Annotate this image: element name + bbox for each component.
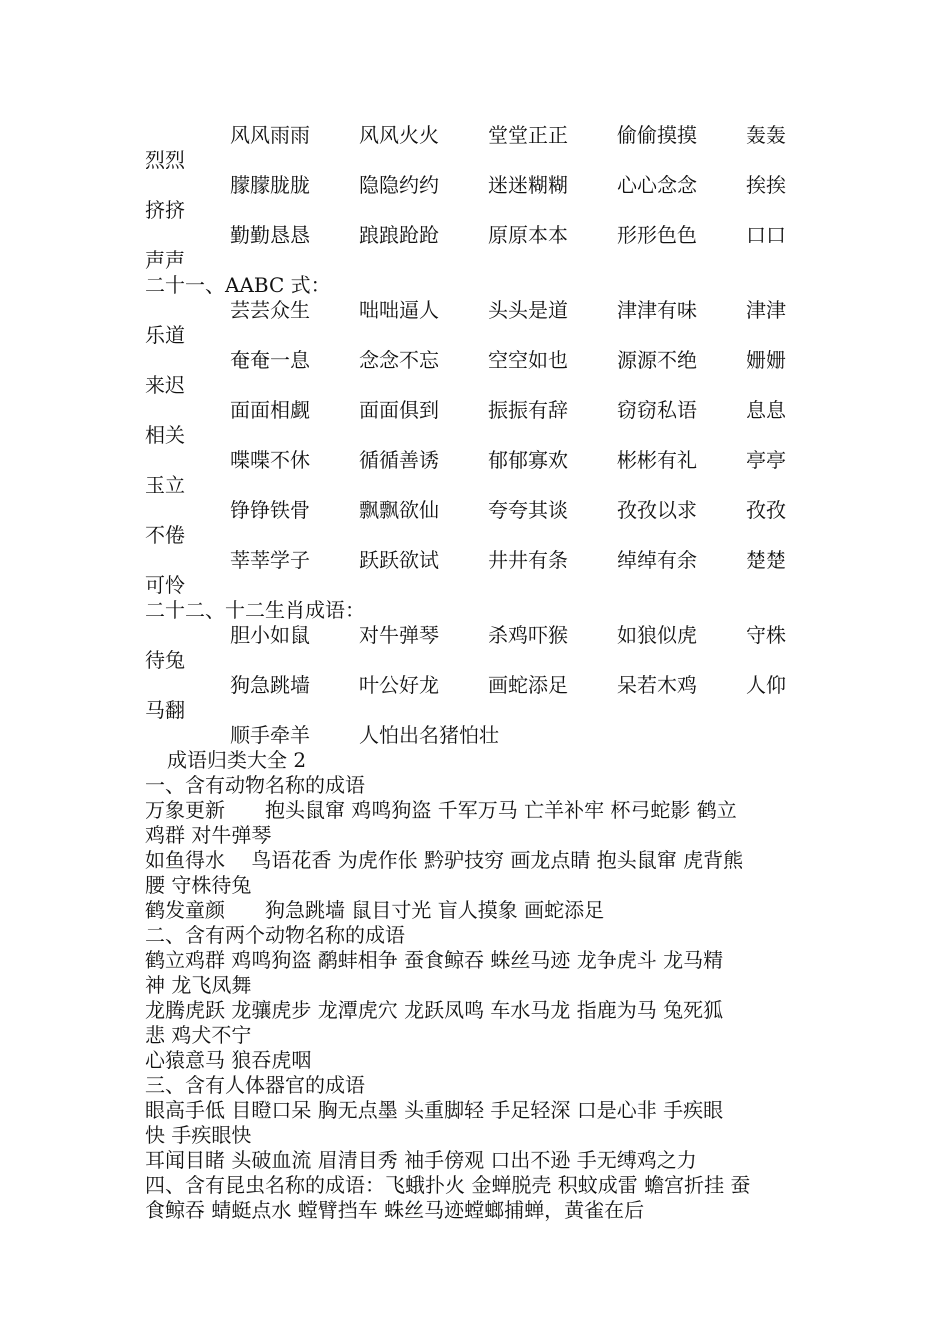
idiom-row-tail: 玉立 bbox=[145, 473, 185, 497]
idiom: 喋喋不休 bbox=[230, 448, 310, 472]
idiom: 画蛇添足 bbox=[488, 673, 568, 697]
idiom: 奄奄一息 bbox=[230, 348, 310, 372]
paragraph-line: 耳闻目睹 头破血流 眉清目秀 袖手傍观 口出不逊 手无缚鸡之力 bbox=[145, 1148, 697, 1172]
idiom: 飘飘欲仙 bbox=[359, 498, 439, 522]
idiom: 莘莘学子 bbox=[230, 548, 310, 572]
idiom: 挨挨 bbox=[746, 173, 786, 197]
idiom: 楚楚 bbox=[746, 548, 786, 572]
idiom: 窃窃私语 bbox=[617, 398, 697, 422]
idiom-row-tail: 乐道 bbox=[145, 323, 185, 347]
idiom: 跃跃欲试 bbox=[359, 548, 439, 572]
idiom: 念念不忘 bbox=[359, 348, 439, 372]
idiom-row bbox=[145, 123, 815, 148]
section-4-line: 食鲸吞 蜻蜓点水 螳臂挡车 蛛丝马迹螳螂捕蝉，黄雀在后 bbox=[145, 1198, 645, 1222]
idiom-row bbox=[145, 448, 815, 473]
paragraph-line: 快 手疾眼快 bbox=[145, 1123, 252, 1147]
idiom: 胆小如鼠 bbox=[230, 623, 310, 647]
idiom: 亭亭 bbox=[746, 448, 786, 472]
document-body bbox=[145, 123, 815, 1223]
idiom: 迷迷糊糊 bbox=[488, 173, 568, 197]
section-4-line: 四、含有昆虫名称的成语：飞蛾扑火 金蝉脱壳 积蚊成雷 蟾宫折挂 蚕 bbox=[145, 1173, 751, 1197]
idiom-row bbox=[145, 298, 815, 323]
idiom: 空空如也 bbox=[488, 348, 568, 372]
idiom-row bbox=[145, 623, 815, 648]
idiom: 隐隐约约 bbox=[359, 173, 439, 197]
paragraph-line: 如鱼得水 鸟语花香 为虎作伥 黔驴技穷 画龙点睛 抱头鼠窜 虎背熊 bbox=[145, 848, 744, 872]
paragraph-line: 心猿意马 狼吞虎咽 bbox=[145, 1048, 312, 1072]
idiom: 井井有条 bbox=[488, 548, 568, 572]
idiom: 铮铮铁骨 bbox=[230, 498, 310, 522]
idiom: 面面相觑 bbox=[230, 398, 310, 422]
idiom-row-tail: 挤挤 bbox=[145, 198, 185, 222]
section-title-3: 三、含有人体器官的成语 bbox=[145, 1073, 365, 1097]
idiom: 循循善诱 bbox=[359, 448, 439, 472]
idiom: 朦朦胧胧 bbox=[230, 173, 310, 197]
idiom: 踉踉跄跄 bbox=[359, 223, 439, 247]
idiom: 息息 bbox=[746, 398, 786, 422]
idiom: 风风火火 bbox=[359, 123, 439, 147]
idiom: 顺手牵羊 bbox=[230, 723, 310, 747]
idiom-row bbox=[145, 548, 815, 573]
idiom: 孜孜以求 bbox=[617, 498, 697, 522]
idiom: 夸夸其谈 bbox=[488, 498, 568, 522]
idiom: 彬彬有礼 bbox=[617, 448, 697, 472]
paragraph-line: 万象更新 抱头鼠窜 鸡鸣狗盗 千军万马 亡羊补牢 杯弓蛇影 鹤立 bbox=[145, 798, 737, 822]
paragraph-line: 眼高手低 目瞪口呆 胸无点墨 头重脚轻 手足轻深 口是心非 手疾眼 bbox=[145, 1098, 724, 1122]
idiom: 绰绰有余 bbox=[617, 548, 697, 572]
section-title-1: 一、含有动物名称的成语 bbox=[145, 773, 365, 797]
idiom: 源源不绝 bbox=[617, 348, 697, 372]
paragraph-line: 鹤立鸡群 鸡鸣狗盗 鹬蚌相争 蚕食鲸吞 蛛丝马迹 龙争虎斗 龙马精 bbox=[145, 948, 724, 972]
section-heading-22: 二十二、十二生肖成语： bbox=[145, 598, 365, 622]
document-subtitle: 成语归类大全 2 bbox=[167, 748, 307, 772]
paragraph-line: 龙腾虎跃 龙骧虎步 龙潭虎穴 龙跃凤鸣 车水马龙 指鹿为马 兔死狐 bbox=[145, 998, 724, 1022]
idiom: 面面俱到 bbox=[359, 398, 439, 422]
idiom: 叶公好龙 bbox=[359, 673, 439, 697]
idiom-row-tail: 待兔 bbox=[145, 648, 185, 672]
idiom: 孜孜 bbox=[746, 498, 786, 522]
idiom: 守株 bbox=[746, 623, 786, 647]
paragraph-line: 悲 鸡犬不宁 bbox=[145, 1023, 252, 1047]
idiom: 狗急跳墙 bbox=[230, 673, 310, 697]
paragraph-line: 鹤发童颜 狗急跳墙 鼠目寸光 盲人摸象 画蛇添足 bbox=[145, 898, 605, 922]
idiom: 人怕出名猪怕壮 bbox=[359, 723, 499, 747]
paragraph-line: 腰 守株待兔 bbox=[145, 873, 252, 897]
idiom: 心心念念 bbox=[617, 173, 697, 197]
idiom: 姗姗 bbox=[746, 348, 786, 372]
idiom-row-tail: 马翻 bbox=[145, 698, 185, 722]
idiom-row-tail: 烈烈 bbox=[145, 148, 185, 172]
section-heading-21: 二十一、AABC 式： bbox=[145, 273, 331, 297]
idiom-row-tail: 来迟 bbox=[145, 373, 185, 397]
idiom-row bbox=[145, 723, 815, 748]
idiom: 原原本本 bbox=[488, 223, 568, 247]
idiom: 勤勤恳恳 bbox=[230, 223, 310, 247]
section-title-2: 二、含有两个动物名称的成语 bbox=[145, 923, 405, 947]
idiom: 呆若木鸡 bbox=[617, 673, 697, 697]
idiom-row-tail: 不倦 bbox=[145, 523, 185, 547]
idiom: 形形色色 bbox=[617, 223, 697, 247]
idiom: 偷偷摸摸 bbox=[617, 123, 697, 147]
idiom: 堂堂正正 bbox=[488, 123, 568, 147]
idiom: 风风雨雨 bbox=[230, 123, 310, 147]
idiom-row bbox=[145, 398, 815, 423]
idiom: 芸芸众生 bbox=[230, 298, 310, 322]
idiom: 口口 bbox=[746, 223, 786, 247]
idiom-row bbox=[145, 673, 815, 698]
idiom: 咄咄逼人 bbox=[359, 298, 439, 322]
idiom-row bbox=[145, 223, 815, 248]
idiom-row bbox=[145, 498, 815, 523]
idiom: 津津有味 bbox=[617, 298, 697, 322]
idiom: 头头是道 bbox=[488, 298, 568, 322]
idiom: 振振有辞 bbox=[488, 398, 568, 422]
idiom: 轰轰 bbox=[746, 123, 786, 147]
idiom: 对牛弹琴 bbox=[359, 623, 439, 647]
idiom: 津津 bbox=[746, 298, 786, 322]
idiom-row-tail: 相关 bbox=[145, 423, 185, 447]
idiom: 如狼似虎 bbox=[617, 623, 697, 647]
idiom-row bbox=[145, 348, 815, 373]
idiom-row-tail: 声声 bbox=[145, 248, 185, 272]
idiom-row bbox=[145, 173, 815, 198]
idiom-row-tail: 可怜 bbox=[145, 573, 185, 597]
paragraph-line: 鸡群 对牛弹琴 bbox=[145, 823, 272, 847]
idiom: 人仰 bbox=[746, 673, 786, 697]
idiom: 杀鸡吓猴 bbox=[488, 623, 568, 647]
paragraph-line: 神 龙飞凤舞 bbox=[145, 973, 252, 997]
idiom: 郁郁寡欢 bbox=[488, 448, 568, 472]
